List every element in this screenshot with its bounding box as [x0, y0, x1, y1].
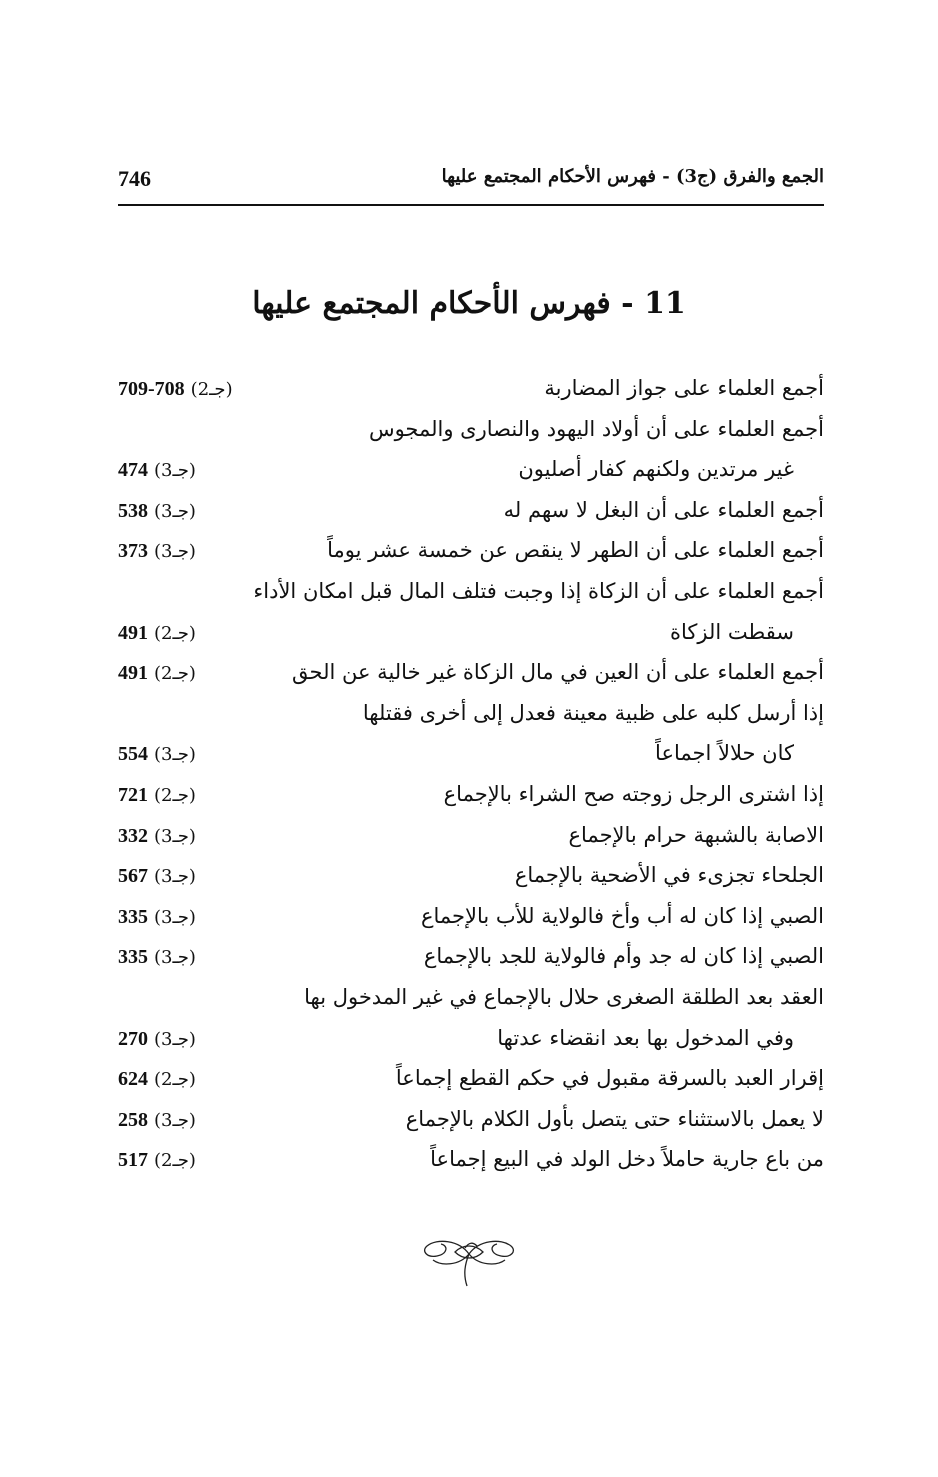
entry-pages: 270 — [118, 1027, 148, 1050]
entry-pages: 258 — [118, 1108, 148, 1131]
entry-text: أجمع العلماء على أن العين في مال الزكاة غير خالية عن الحق — [292, 660, 824, 685]
entry-volume: (جـ3) — [154, 744, 196, 766]
section-title: 11 - فهرس الأحكام المجتمع عليها — [252, 286, 686, 321]
entry-reference — [118, 540, 278, 563]
entry-text: من باع جارية حاملاً دخل الولد في البيع إجماعاً — [430, 1147, 824, 1172]
entry-text: وفي المدخول بها بعد انقضاء عدتها — [497, 1025, 794, 1050]
entry-pages: 721 — [118, 783, 148, 806]
entry-volume: (جـ2) — [154, 663, 196, 685]
entry-volume: (جـ3) — [154, 947, 196, 969]
entry-volume: (جـ3) — [154, 825, 196, 847]
index-entry — [118, 1022, 824, 1063]
entry-pages: 517 — [118, 1149, 148, 1172]
index-entry — [118, 737, 824, 778]
entry-text: إقرار العبد بالسرقة مقبول في حكم القطع إجماعاً — [395, 1066, 824, 1091]
entry-pages: 332 — [118, 824, 148, 847]
entry-text: الجلحاء تجزىء في الأضحية بالإجماع — [514, 863, 824, 888]
entry-pages: 709-708 — [118, 378, 185, 400]
entry-reference — [118, 622, 278, 645]
index-entry — [118, 900, 824, 941]
entry-volume: (جـ2) — [190, 379, 233, 400]
entry-volume: (جـ2) — [154, 1069, 196, 1091]
entry-pages: 538 — [118, 499, 148, 522]
entry-volume: (جـ3) — [154, 1028, 196, 1050]
entry-reference — [118, 825, 278, 848]
entry-pages: 624 — [118, 1068, 148, 1091]
entry-text: العقد بعد الطلقة الصغرى حلال بالإجماع في غير المدخول بها — [304, 984, 824, 1009]
entry-volume: (جـ3) — [154, 906, 196, 928]
entry-reference — [118, 865, 278, 888]
entry-reference — [118, 1028, 278, 1051]
index-entry — [118, 616, 824, 657]
entry-reference — [118, 459, 278, 482]
entry-text: إذا أرسل كلبه على ظبية معينة فعدل إلى أخرى فقتلها — [362, 700, 824, 725]
entry-reference — [118, 946, 278, 969]
entry-pages: 373 — [118, 540, 148, 563]
entry-text: الاصابة بالشبهة حرام بالإجماع — [568, 822, 824, 847]
entry-reference — [118, 784, 278, 807]
index-entry — [118, 534, 824, 575]
entry-reference — [118, 378, 278, 401]
entry-text: أجمع العلماء على أن أولاد اليهود والنصارى والمجوس — [368, 416, 824, 441]
entry-text: إذا اشترى الرجل زوجته صح الشراء بالإجماع — [443, 781, 824, 806]
entry-text: لا يعمل بالاستثناء حتى يتصل بأول الكلام بالإجماع — [405, 1106, 824, 1131]
index-entry — [118, 1143, 824, 1184]
entry-volume: (جـ3) — [154, 866, 196, 888]
page-header — [118, 160, 824, 206]
entry-volume: (جـ2) — [154, 1150, 196, 1172]
entry-volume: (جـ3) — [154, 541, 196, 563]
entry-volume: (جـ3) — [154, 1109, 196, 1131]
index-entry — [118, 413, 824, 454]
entry-reference — [118, 906, 278, 929]
entry-reference — [118, 662, 278, 685]
entry-text: الصبي إذا كان له جد وأم فالولاية للجد بالإجماع — [423, 944, 824, 969]
index-entry — [118, 778, 824, 819]
entry-pages: 567 — [118, 865, 148, 888]
index-entry — [118, 981, 824, 1022]
entry-reference — [118, 1068, 278, 1091]
entry-text: الصبي إذا كان له أب وأخ فالولاية للأب بالإجماع — [420, 903, 824, 928]
entry-reference — [118, 1149, 278, 1172]
entry-volume: (جـ3) — [154, 500, 196, 522]
page-number: 746 — [118, 166, 151, 191]
entry-pages: 491 — [118, 662, 148, 685]
index-entry — [118, 453, 824, 494]
entry-volume: (جـ2) — [154, 622, 196, 644]
entry-text: أجمع العلماء على أن الزكاة إذا وجبت فتلف المال قبل امكان الأداء — [253, 578, 824, 603]
index-entry — [118, 859, 824, 900]
index-entry — [118, 819, 824, 860]
entry-text: أجمع العلماء على أن البغل لا سهم له — [503, 497, 824, 522]
index-entry — [118, 1103, 824, 1144]
ornament-flourish — [419, 1232, 519, 1290]
entry-volume: (جـ2) — [154, 784, 196, 806]
index-entry — [118, 575, 824, 616]
entry-text: سقطت الزكاة — [670, 619, 794, 644]
entry-text: أجمع العلماء على أن الطهر لا ينقص عن خمسة عشر يوماً — [327, 538, 824, 563]
entry-text: أجمع العلماء على جواز المضاربة — [544, 376, 824, 400]
running-title: الجمع والفرق (ج3) - فهرس الأحكام المجتمع عليها — [441, 166, 824, 187]
entry-pages: 554 — [118, 743, 148, 766]
entry-pages: 335 — [118, 905, 148, 928]
index-list — [118, 372, 824, 1184]
entry-pages: 474 — [118, 459, 148, 482]
index-entry — [118, 372, 824, 413]
index-entry — [118, 940, 824, 981]
entry-reference — [118, 743, 278, 766]
index-entry — [118, 1062, 824, 1103]
index-entry — [118, 656, 824, 697]
index-entry — [118, 697, 824, 738]
entry-text: غير مرتدين ولكنهم كفار أصليون — [518, 457, 794, 482]
entry-reference — [118, 500, 278, 523]
index-entry — [118, 494, 824, 535]
entry-pages: 491 — [118, 621, 148, 644]
entry-text: كان حلالاً اجماعاً — [655, 741, 794, 766]
entry-reference — [118, 1109, 278, 1132]
entry-pages: 335 — [118, 946, 148, 969]
entry-volume: (جـ3) — [154, 460, 196, 482]
